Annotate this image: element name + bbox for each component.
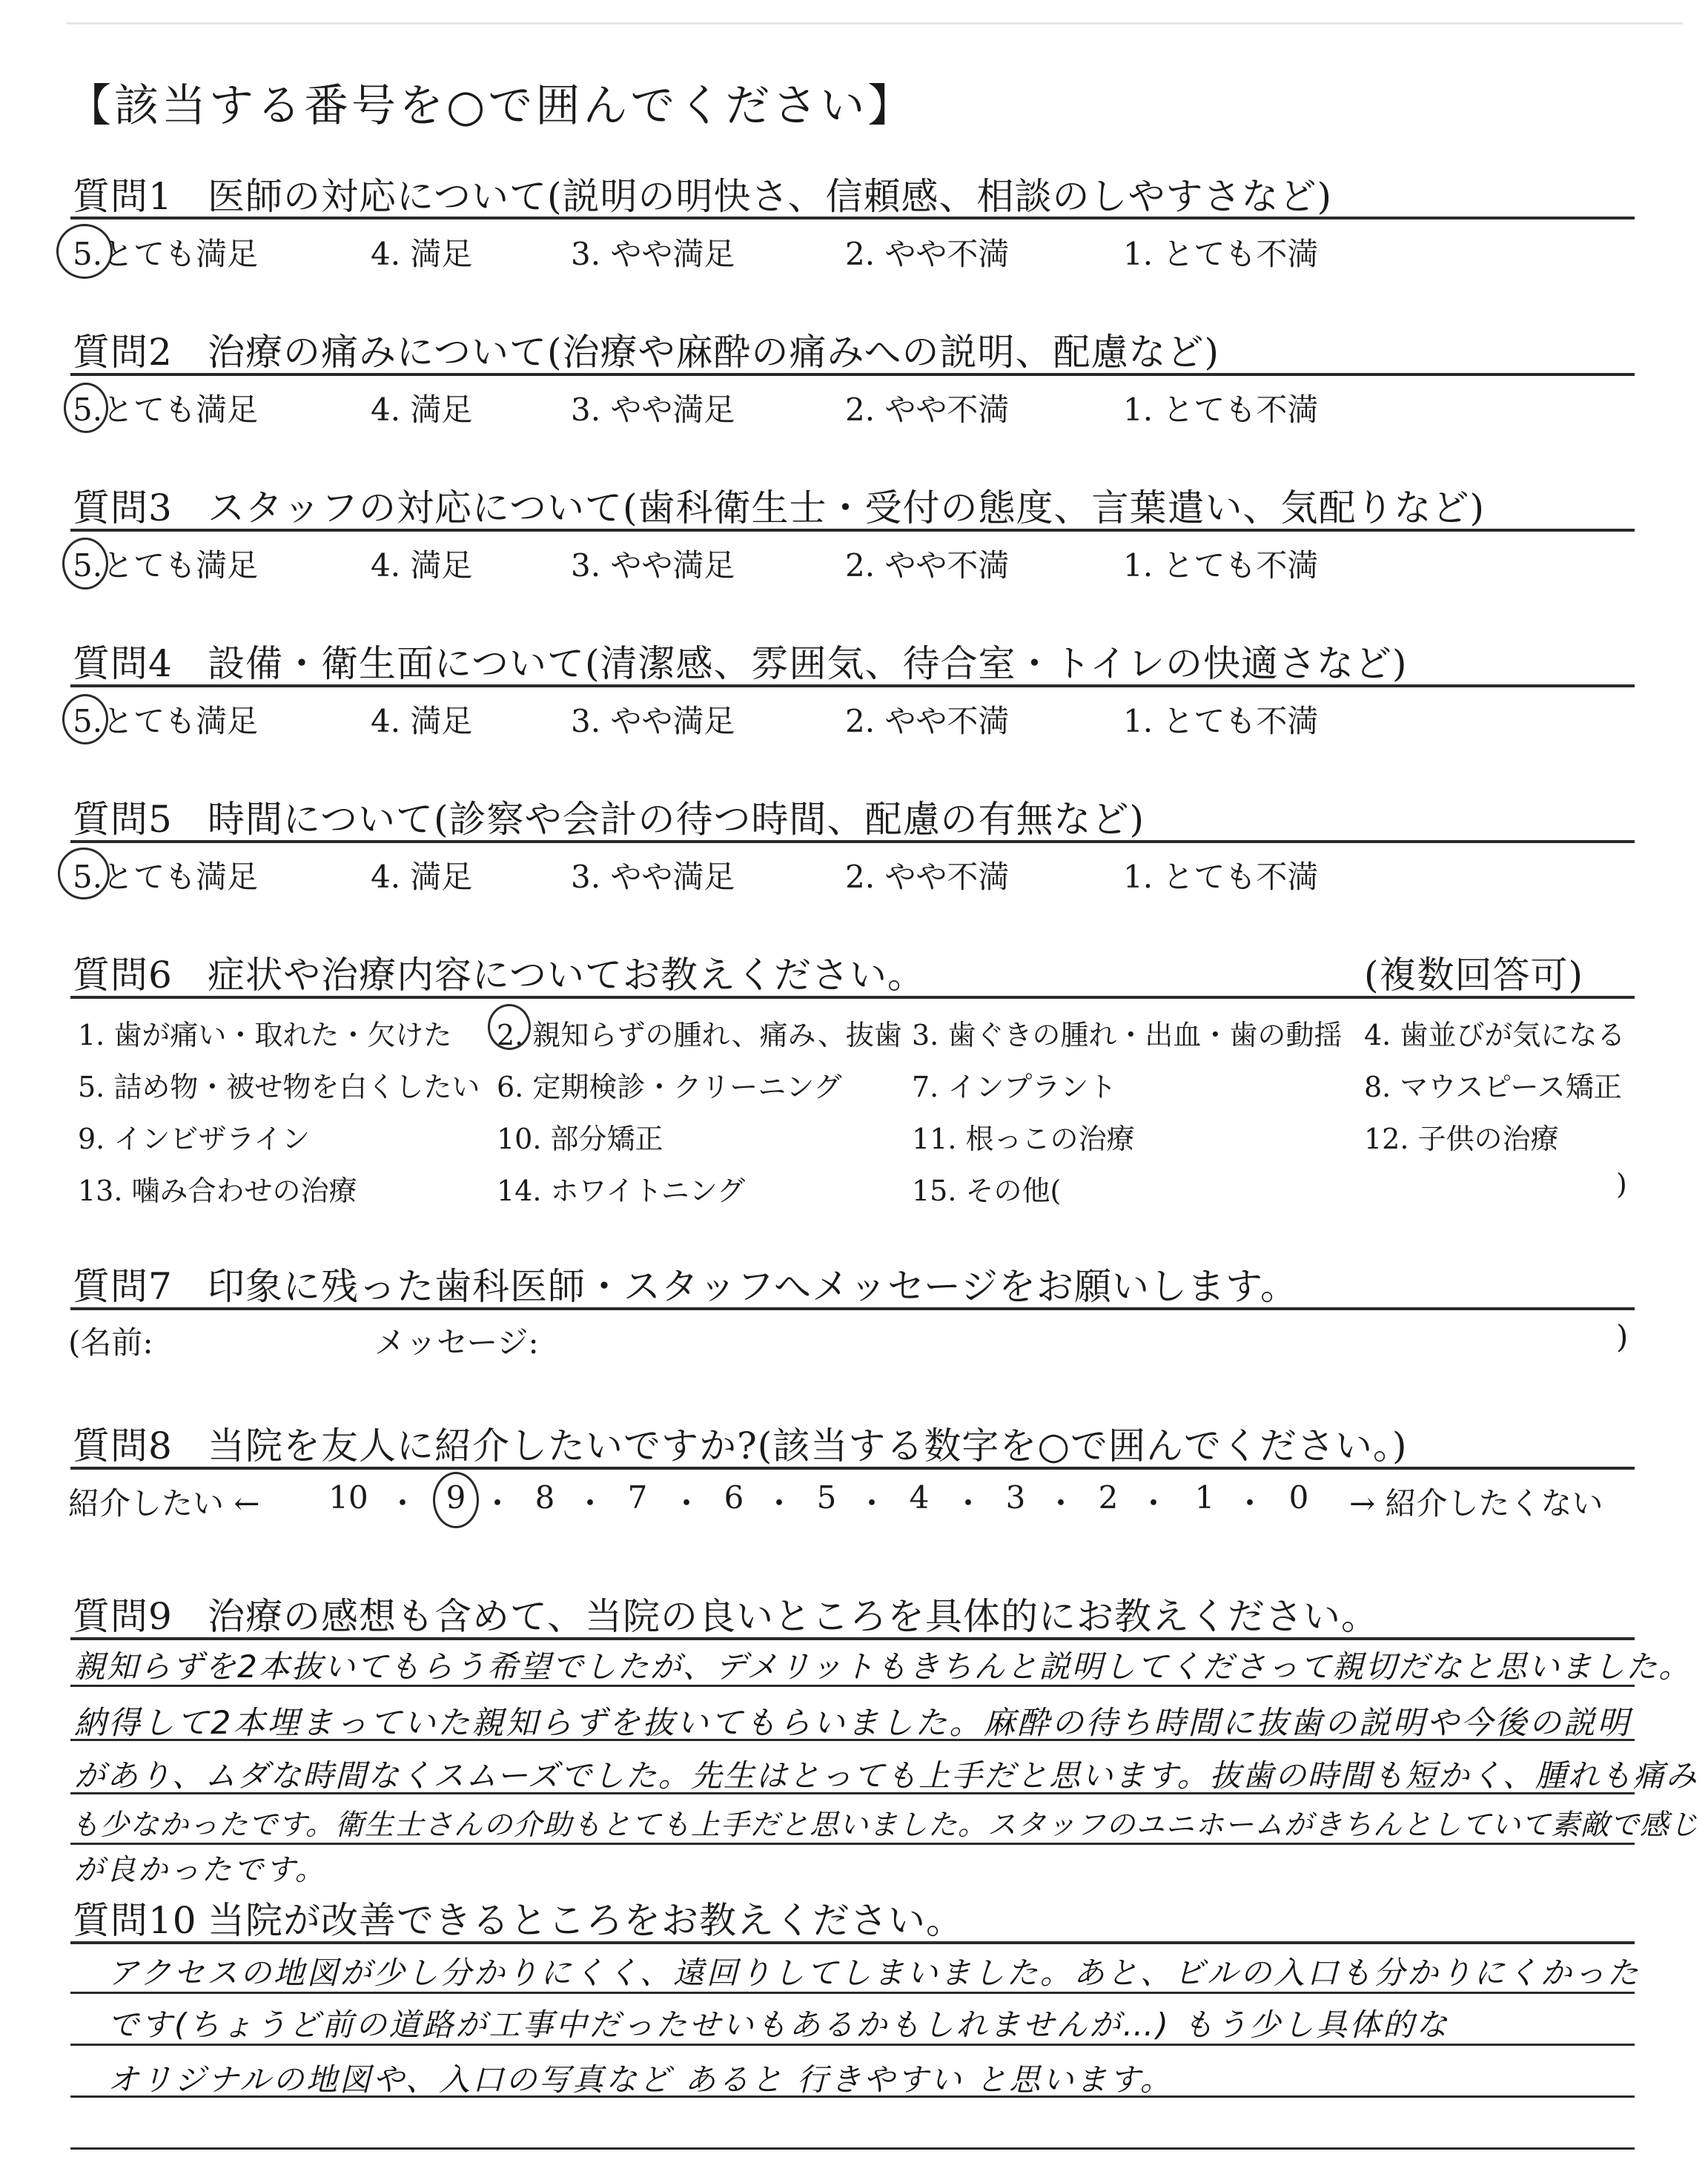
question-text: 時間について(診察や会計の待つ時間、配慮の有無など) bbox=[208, 798, 1145, 841]
symptom-item[interactable]: 8. マウスピース矯正 bbox=[1364, 1071, 1622, 1103]
question-label: 質問7 bbox=[73, 1265, 173, 1308]
question-text: 当院が改善できるところをお教えください。 bbox=[208, 1899, 964, 1942]
question-text: 設備・衛生面について(清潔感、雰囲気、待合室・トイレの快適さなど) bbox=[208, 642, 1408, 685]
symptom-item[interactable]: 3. 歯ぐきの腫れ・出血・歯の動揺 bbox=[912, 1019, 1343, 1051]
not-recommend-label: → 紹介したくない bbox=[1349, 1485, 1603, 1522]
scale-separator: ・ bbox=[482, 1485, 514, 1522]
answer-line: です(ちょうど前の道路が工事中だったせいもあるかもしれませんが…) もう少し具体的な bbox=[107, 2007, 1450, 2043]
answer-line: があり、ムダな時間なくスムーズでした。先生はとっても上手だと思います。抜歯の時間も短かく、腫れも痛み bbox=[74, 1757, 1698, 1794]
symptom-item[interactable]: 13. 噛み合わせの治療 bbox=[78, 1175, 357, 1207]
scale-separator: ・ bbox=[1234, 1485, 1266, 1522]
option-5[interactable]: 5.とても満足 bbox=[73, 859, 259, 895]
question-rule bbox=[70, 529, 1635, 532]
scale-5[interactable]: 5 bbox=[816, 1479, 837, 1516]
page-top-rule bbox=[67, 22, 1683, 24]
answer-rule bbox=[70, 1843, 1635, 1845]
symptom-item[interactable]: 4. 歯並びが気になる bbox=[1364, 1019, 1626, 1051]
answer-rule bbox=[70, 2095, 1635, 2098]
question-text: 当院を友人に紹介したいですか?(該当する数字を○で囲んでください。) bbox=[208, 1424, 1408, 1467]
option-4[interactable]: 4. 満足 bbox=[371, 703, 473, 739]
option-1[interactable]: 1. とても不満 bbox=[1123, 859, 1319, 895]
scale-3[interactable]: 3 bbox=[1005, 1479, 1026, 1516]
answer-rule bbox=[70, 1685, 1635, 1687]
option-4[interactable]: 4. 満足 bbox=[371, 392, 473, 428]
scale-separator: ・ bbox=[671, 1485, 703, 1522]
symptom-item[interactable]: 7. インプラント bbox=[912, 1071, 1117, 1103]
symptom-item[interactable]: 2. 親知らずの腫れ、痛み、抜歯 bbox=[497, 1019, 902, 1051]
scale-4[interactable]: 4 bbox=[909, 1479, 930, 1516]
option-5[interactable]: 5.とても満足 bbox=[73, 703, 259, 739]
scale-0[interactable]: 0 bbox=[1288, 1479, 1309, 1516]
message-close-paren: ) bbox=[1616, 1318, 1629, 1355]
symptom-item[interactable]: 5. 詰め物・被せ物を白くしたい bbox=[78, 1071, 480, 1103]
option-5[interactable]: 5.とても満足 bbox=[73, 236, 259, 272]
answer-line: アクセスの地図が少し分かりにくく、遠回りしてしまいました。あと、ビルの入口も分かりにくかった bbox=[107, 1955, 1641, 1991]
option-5[interactable]: 5.とても満足 bbox=[73, 547, 259, 584]
symptom-item[interactable]: 9. インビザライン bbox=[78, 1123, 311, 1155]
option-1[interactable]: 1. とても不満 bbox=[1123, 703, 1319, 739]
option-1[interactable]: 1. とても不満 bbox=[1123, 547, 1319, 584]
answer-rule bbox=[70, 1792, 1635, 1794]
symptom-item[interactable]: 15. その他( bbox=[912, 1175, 1062, 1207]
option-3[interactable]: 3. やや満足 bbox=[571, 703, 735, 739]
answer-line: が良かったです。 bbox=[74, 1853, 327, 1887]
question-rule bbox=[70, 1637, 1635, 1640]
option-2[interactable]: 2. やや不満 bbox=[845, 703, 1010, 739]
question-rule bbox=[70, 373, 1635, 376]
option-3[interactable]: 3. やや満足 bbox=[571, 859, 735, 895]
symptom-item[interactable]: 14. ホワイトニング bbox=[497, 1175, 746, 1207]
option-1[interactable]: 1. とても不満 bbox=[1123, 392, 1319, 428]
option-2[interactable]: 2. やや不満 bbox=[845, 859, 1010, 895]
answer-line: 親知らずを2本抜いてもらう希望でしたが、デメリットもきちんと説明してくださって親切だなと思いました。 bbox=[74, 1648, 1692, 1685]
question-text: 治療の痛みについて(治療や麻酔の痛みへの説明、配慮など) bbox=[208, 331, 1220, 374]
message-label: メッセージ: bbox=[374, 1324, 539, 1361]
answer-rule bbox=[70, 1739, 1635, 1741]
symptom-item[interactable]: 10. 部分矯正 bbox=[497, 1123, 663, 1155]
scale-10[interactable]: 10 bbox=[328, 1479, 368, 1516]
option-2[interactable]: 2. やや不満 bbox=[845, 547, 1010, 584]
option-2[interactable]: 2. やや不満 bbox=[845, 392, 1010, 428]
multiple-answers-note: (複数回答可) bbox=[1364, 954, 1584, 997]
question-rule bbox=[70, 1307, 1635, 1310]
question-text: 症状や治療内容についてお教えください。 bbox=[208, 954, 925, 997]
answer-rule bbox=[70, 2147, 1635, 2150]
scale-separator: ・ bbox=[764, 1485, 795, 1522]
symptom-item[interactable]: 11. 根っこの治療 bbox=[912, 1123, 1135, 1155]
question-label: 質問5 bbox=[73, 798, 173, 841]
option-3[interactable]: 3. やや満足 bbox=[571, 392, 735, 428]
scale-7[interactable]: 7 bbox=[627, 1479, 648, 1516]
answer-rule bbox=[70, 2044, 1635, 2046]
question-label: 質問4 bbox=[73, 642, 173, 685]
answer-line: 納得して2本埋まっていた親知らずを抜いてもらいました。麻酔の待ち時間に抜歯の説明や今後の説明 bbox=[74, 1705, 1632, 1742]
answer-rule bbox=[70, 1992, 1635, 1994]
symptom-item[interactable]: 12. 子供の治療 bbox=[1364, 1123, 1559, 1155]
question-text: スタッフの対応について(歯科衛生士・受付の態度、言葉遣い、気配りなど) bbox=[208, 486, 1486, 529]
option-4[interactable]: 4. 満足 bbox=[371, 547, 473, 584]
scale-separator: ・ bbox=[1138, 1485, 1170, 1522]
option-1[interactable]: 1. とても不満 bbox=[1123, 236, 1319, 272]
page-title: 【該当する番号を○で囲んでください】 bbox=[67, 80, 916, 132]
other-close-paren: ) bbox=[1616, 1168, 1627, 1200]
question-text: 医師の対応について(説明の明快さ、信頼感、相談のしやすさなど) bbox=[208, 175, 1333, 218]
question-label: 質問2 bbox=[73, 331, 173, 374]
option-3[interactable]: 3. やや満足 bbox=[571, 236, 735, 272]
name-label: (名前: bbox=[68, 1324, 153, 1361]
question-label: 質問1 bbox=[73, 175, 173, 218]
answer-line: オリジナルの地図や、入口の写真など あると 行きやすい と思います。 bbox=[107, 2061, 1174, 2098]
symptom-item[interactable]: 6. 定期検診・クリーニング bbox=[497, 1071, 842, 1103]
question-label: 質問9 bbox=[73, 1595, 173, 1638]
scale-8[interactable]: 8 bbox=[534, 1479, 555, 1516]
question-rule bbox=[70, 684, 1635, 687]
question-rule bbox=[70, 1941, 1635, 1944]
question-rule bbox=[70, 996, 1635, 999]
scale-separator: ・ bbox=[1045, 1485, 1077, 1522]
answer-line: も少なかったです。衛生士さんの介助もとても上手だと思いました。スタッフのユニホームがきちんとしていて素敵で感じ bbox=[70, 1809, 1699, 1842]
question-rule bbox=[70, 1467, 1635, 1470]
scale-separator: ・ bbox=[575, 1485, 606, 1522]
scale-6[interactable]: 6 bbox=[724, 1479, 744, 1516]
question-text: 印象に残った歯科医師・スタッフへメッセージをお願いします。 bbox=[208, 1265, 1298, 1308]
scale-1[interactable]: 1 bbox=[1194, 1479, 1215, 1516]
question-label: 質問8 bbox=[73, 1424, 173, 1467]
question-rule bbox=[70, 217, 1635, 219]
scale-2[interactable]: 2 bbox=[1098, 1479, 1119, 1516]
question-label: 質問6 bbox=[73, 954, 173, 997]
option-3[interactable]: 3. やや満足 bbox=[571, 547, 735, 584]
question-rule bbox=[70, 840, 1635, 843]
question-label: 質問10 bbox=[73, 1899, 197, 1942]
scale-separator: ・ bbox=[387, 1485, 419, 1522]
question-text: 治療の感想も含めて、当院の良いところを具体的にお教えください。 bbox=[208, 1595, 1379, 1638]
option-2[interactable]: 2. やや不満 bbox=[845, 236, 1010, 272]
recommend-label: 紹介したい ← bbox=[68, 1485, 260, 1522]
option-4[interactable]: 4. 満足 bbox=[371, 236, 473, 272]
scale-9[interactable]: 9 bbox=[446, 1479, 466, 1516]
symptom-item[interactable]: 1. 歯が痛い・取れた・欠けた bbox=[78, 1019, 452, 1051]
option-5[interactable]: 5.とても満足 bbox=[73, 392, 259, 428]
scale-separator: ・ bbox=[953, 1485, 984, 1522]
question-label: 質問3 bbox=[73, 486, 173, 529]
option-4[interactable]: 4. 満足 bbox=[371, 859, 473, 895]
scale-separator: ・ bbox=[856, 1485, 888, 1522]
